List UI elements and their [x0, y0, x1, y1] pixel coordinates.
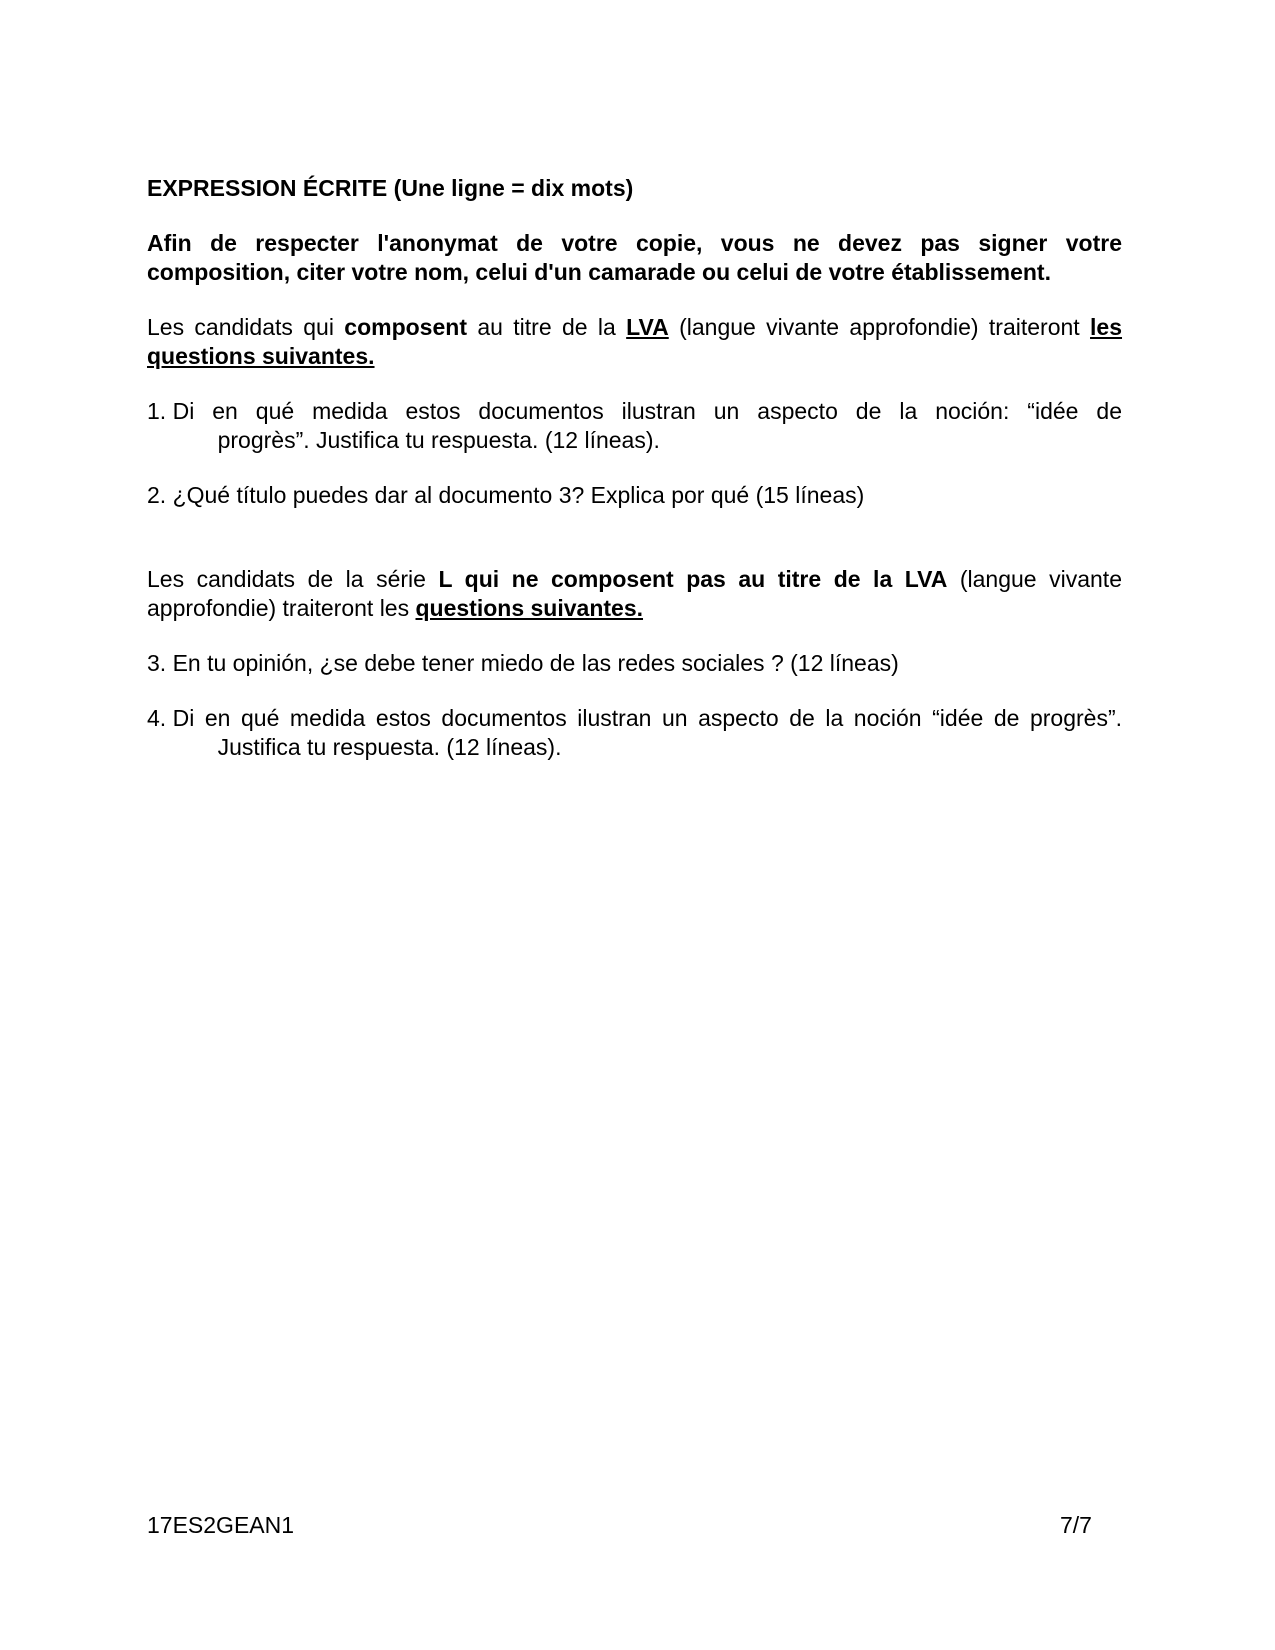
- question-text: [173, 704, 1122, 762]
- nonlva-questions-label: questions suivantes.: [415, 595, 644, 621]
- nonlva-instructions: [147, 565, 1122, 623]
- lva-instructions-text: (langue vivante approfondie) traiteront: [668, 314, 1091, 340]
- lva-instructions-bold: composent: [344, 314, 467, 340]
- question-line: Di en qué medida estos documentos ilustran un aspecto de la noción: “idée de: [172, 398, 1122, 424]
- question-number: 2.: [147, 482, 173, 508]
- section-heading: EXPRESSION ÉCRITE (Une ligne = dix mots): [147, 175, 634, 201]
- question-number: 1.: [147, 398, 173, 424]
- question-2: [147, 481, 1122, 510]
- question-line: ¿Qué título puedes dar al documento 3? Explica por qué (15 líneas): [172, 482, 865, 508]
- question-1: [147, 397, 1122, 455]
- nonlva-instructions-bold: L qui ne composent pas au titre de la LVA: [438, 566, 948, 592]
- lva-instructions-text: au titre de la: [466, 314, 627, 340]
- question-text: [173, 397, 1122, 455]
- question-number: 3.: [147, 650, 173, 676]
- lva-questions-label: les questions suivantes.: [147, 314, 1123, 369]
- question-text: [173, 649, 1122, 678]
- lva-acronym: LVA: [626, 314, 669, 340]
- question-line: Di en qué medida estos documentos ilustran un aspecto de la noción “idée de progrès”.: [172, 705, 1122, 731]
- nonlva-instructions-text: (langue vivante approfondie) traiteront les: [147, 566, 1122, 621]
- nonlva-instructions-text: Les candidats de la série: [147, 566, 439, 592]
- question-line: Justifica tu respuesta. (12 líneas).: [217, 734, 562, 760]
- question-line: progrès”. Justifica tu respuesta. (12 líneas).: [217, 427, 660, 453]
- question-3: [147, 649, 1122, 678]
- question-line: En tu opinión, ¿se debe tener miedo de las redes sociales ? (12 líneas): [172, 650, 899, 676]
- footer-document-code: 17ES2GEAN1: [147, 1512, 295, 1538]
- question-text: [173, 481, 1122, 510]
- lva-instructions: [147, 313, 1122, 371]
- question-number: 4.: [147, 705, 173, 731]
- question-4: [147, 704, 1122, 762]
- lva-instructions-text: Les candidats qui: [147, 314, 345, 340]
- page-content: [147, 174, 1122, 762]
- anonymity-warning: Afin de respecter l'anonymat de votre copie, vous ne devez pas signer votre composition, citer votre nom, celui d'un camarade ou celui de votre établissement.: [147, 230, 1122, 285]
- footer-page-number: 7/7: [1060, 1512, 1092, 1538]
